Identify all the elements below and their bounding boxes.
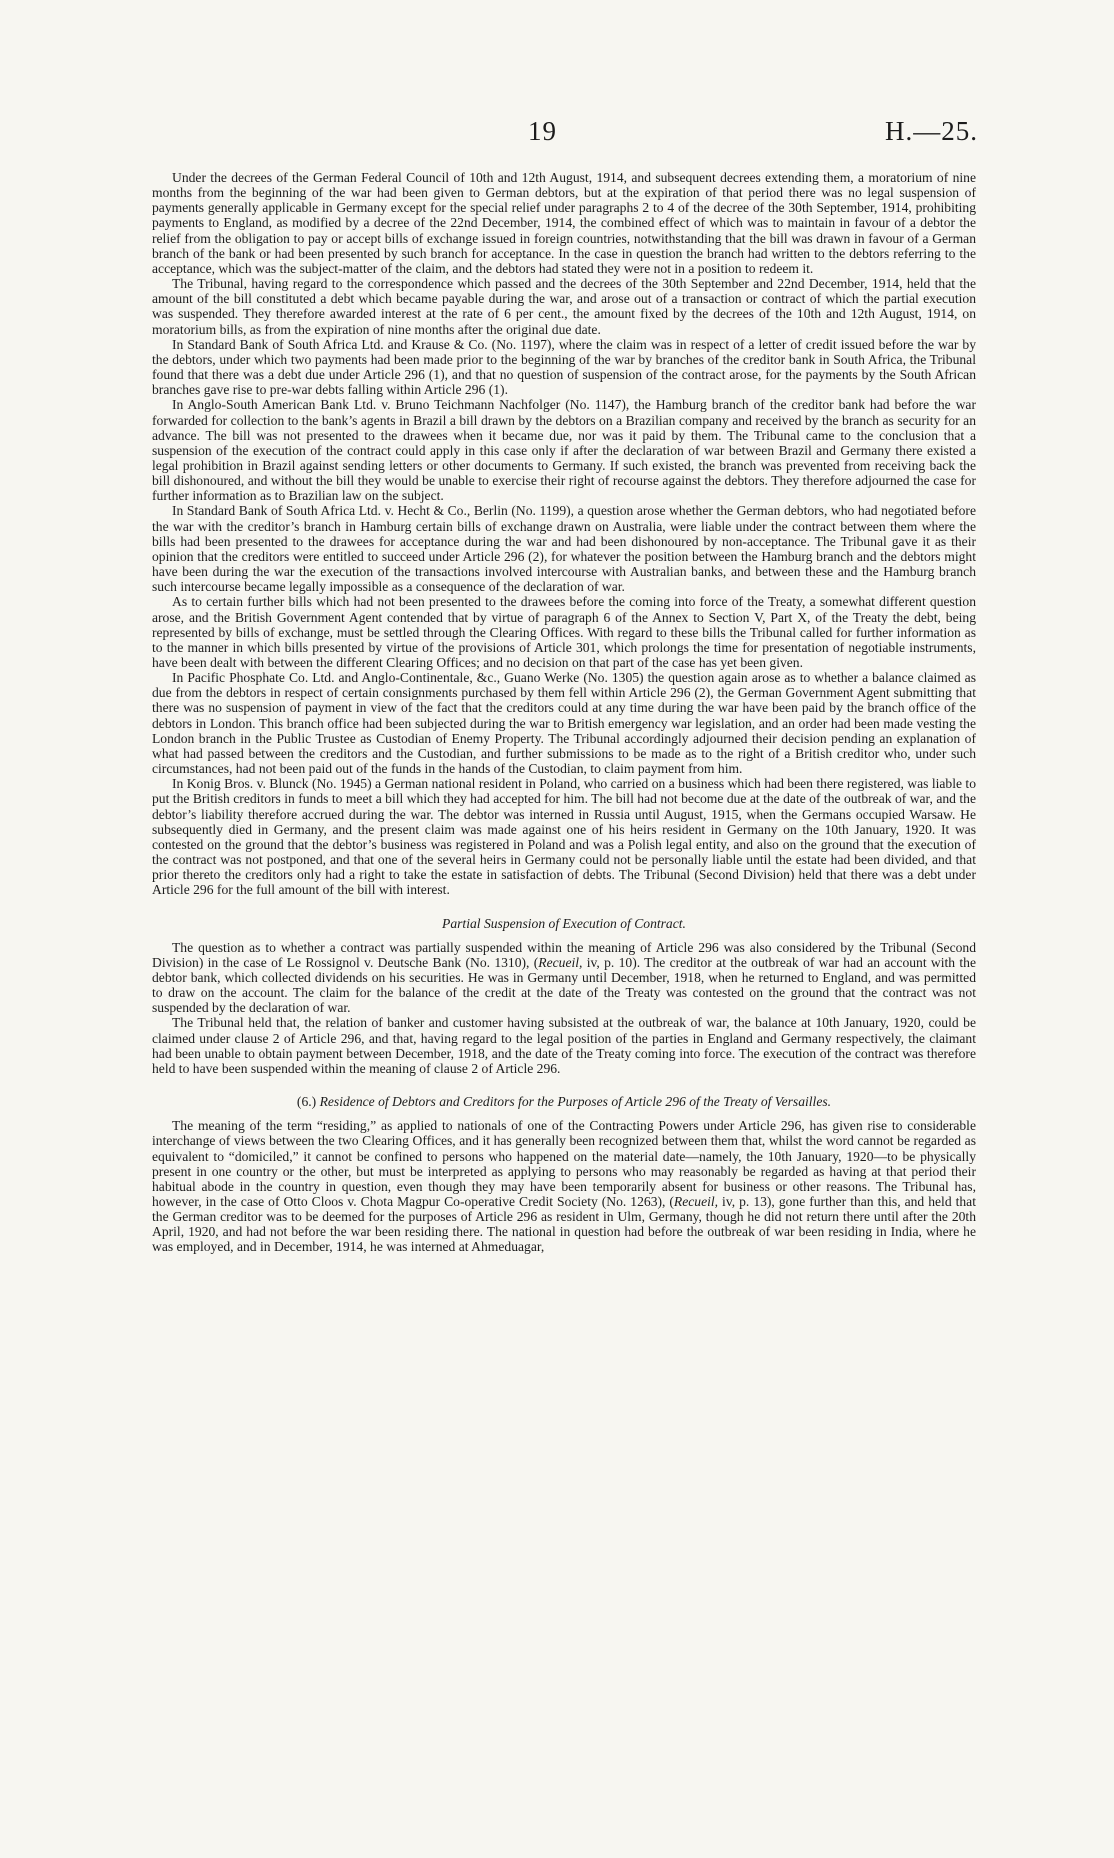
text-run: The question as to whether a contract was partially suspended within the meaning of Article 296 was also considered by the Tribunal (Second Division) in the case of Le Rossignol v. Deutsche Bank (No. 1310), (	[152, 939, 976, 970]
citation: Recueil,	[538, 954, 583, 970]
paragraph: In Anglo-South American Bank Ltd. v. Bruno Teichmann Nachfolger (No. 1147), the Hamburg branch of the creditor bank had before the war forwarded for collection to the bank’s agents in Brazil a bill drawn by the debtors on a Brazilian company and received by the branch as security for an advance. The bill was not presented to the drawees when it became due, nor was it paid by them. The Tribunal came to the conclusion that a suspension of the execution of the contract could apply in this case only if after the declaration of war between Brazil and Germany there existed a legal prohibition in Brazil against sending letters or other documents to Germany. If such existed, the branch was prevented from receiving back the bill dishonoured, and without the bill they would be unable to exercise their right of recourse against the debtors. They therefore adjourned the case for further information as to Brazilian law on the subject.	[152, 397, 976, 504]
section-number: (6.)	[296, 1094, 317, 1110]
paragraph: The Tribunal, having regard to the correspondence which passed and the decrees of the 30th September and 22nd December, 1914, held that the amount of the bill constituted a debt which became payable during the war, and arose out of a transaction or contract of which the partial execution was suspended. They therefore awarded interest at the rate of 6 per cent., the amount fixed by the decrees of the 10th and 12th August, 1914, on moratorium bills, as from the expiration of nine months after the original due date.	[152, 276, 976, 337]
paragraph: The Tribunal held that, the relation of banker and customer having subsisted at the outbreak of war, the balance at 10th January, 1920, could be claimed under clause 2 of Article 296, and that, having regard to the legal position of the parties in England and Germany respectively, the claimant had been unable to obtain payment between December, 1918, and the date of the Treaty coming into force. The execution of the contract was therefore held to have been suspended within the meaning of clause 2 of Article 296.	[152, 1015, 976, 1076]
document-body	[152, 170, 976, 1255]
paragraph	[152, 1118, 976, 1254]
paragraph: As to certain further bills which had not been presented to the drawees before the coming into force of the Treaty, a somewhat different question arose, and the British Government Agent contended that by virtue of paragraph 6 of the Annex to Section V, Part X, of the Treaty the debt, being represented by bills of exchange, must be settled through the Clearing Offices. With regard to these bills the Tribunal called for further information as to the manner in which bills presented by virtue of the provisions of Article 301, which prolongs the time for presentation of negotiable instruments, have been dealt with between the different Clearing Offices; and no decision on that part of the case has yet been given.	[152, 594, 976, 670]
paragraph: In Pacific Phosphate Co. Ltd. and Anglo-Continentale, &c., Guano Werke (No. 1305) the question again arose as to whether a balance claimed as due from the debtors in respect of certain consignments purchased by them fell within Article 296 (2), the German Government Agent submitting that there was no suspension of payment in view of the fact that the creditors could at any time during the war have been paid by the branch office of the debtors in London. This branch office had been subjected during the war to British emergency war legislation, and an order had been made vesting the London branch in the Public Trustee as Custodian of Enemy Property. The Tribunal accordingly adjourned their decision pending an explanation of what had passed between the creditors and the Custodian, and further submissions to be made as to the right of a British creditor who, under such circumstances, had not been paid out of the funds in the hands of the Custodian, to claim payment from him.	[152, 670, 976, 777]
section-heading-partial-suspension: Partial Suspension of Execution of Contract.	[442, 915, 686, 931]
text-run: iv, p. 10). The creditor at the outbreak of war had an account with the debtor bank, which collected dividends on his securities. He was in Germany until December, 1918, when he returned to England, and was permitted to draw on the account. The claim for the balance of the credit at the date of the Treaty was contested on the ground that the contract was not suspended by the declaration of war.	[152, 954, 976, 1016]
citation: Recueil,	[673, 1194, 719, 1209]
paragraph: In Konig Bros. v. Blunck (No. 1945) a German national resident in Poland, who carried on a business which had been there registered, was liable to put the British creditors in funds to meet a bill which they had accepted for him. The bill had not become due at the date of the outbreak of war, and the debtor’s liability therefore accrued during the war. The debtor was interned in Russia until August, 1915, when the Germans occupied Warsaw. He subsequently died in Germany, and the present claim was made against one of his heirs resident in Germany on the 10th January, 1920. It was contested on the ground that the debtor’s business was registered in Poland and was a Polish legal entity, and also on the ground that the execution of the contract was not postponed, and that one of the several heirs in Germany could not be personally liable until the estate had been divided, and that prior thereto the creditors only had a right to take the estate in satisfaction of debts. The Tribunal (Second Division) held that there was a debt under Article 296 for the full amount of the bill with interest.	[152, 776, 976, 898]
text-run: iv, p. 13), gone further than this, and held that the German creditor was to be deemed for the purposes of Article 296 as resident in Ulm, Germany, though he did not return there until after the 20th April, 1920, and had not before the war been residing there. The national in question had before the outbreak of war been residing in India, where he was employed, and in December, 1914, he was interned at Ahmeduagar,	[152, 1194, 976, 1255]
text-run: The meaning of the term “residing,” as applied to nationals of one of the Contracting Powers under Article 296, has given rise to considerable interchange of views between the two Clearing Offices, and it has generally been recognized between them that, whilst the word cannot be regarded as equivalent to “domiciled,” it cannot be confined to persons who happened on the material date—namely, the 10th January, 1920—to be physically present in one country or the other, but must be interpreted as applying to persons who may reasonably be regarded as having at that period their habitual abode in the country in question, even though they may have been temporarily absent for business or other reasons. The Tribunal has, however, in the case of Otto Cloos v. Chota Magpur Co-operative Credit Society (No. 1263), (	[152, 1118, 976, 1209]
page-number: 19	[528, 116, 557, 146]
paragraph	[152, 940, 976, 1016]
document-reference: H.—25.	[885, 116, 978, 146]
section-title: Residence of Debtors and Creditors for the Purposes of Article 296 of the Treaty of Versailles.	[319, 1094, 832, 1110]
section-heading-residence	[152, 1094, 976, 1109]
paragraph: In Standard Bank of South Africa Ltd. and Krause & Co. (No. 1197), where the claim was in respect of a letter of credit issued before the war by the debtors, under which two payments had been made prior to the beginning of the war by branches of the creditor bank in South Africa, the Tribunal found that there was a debt due under Article 296 (1), and that no question of suspension of the contract arose, for the payments by the South African branches gave rise to pre-war debts falling within Article 296 (1).	[152, 336, 976, 398]
paragraph: Under the decrees of the German Federal Council of 10th and 12th August, 1914, and subsequent decrees extending them, a moratorium of nine months from the beginning of the war had been given to German debtors, but at the expiration of that period there was no legal suspension of payments generally applicable in Germany except for the special relief under paragraphs 2 to 4 of the decree of the 30th September, 1914, prohibiting payments to England, as modified by a decree of the 22nd December, 1914, the combined effect of which was to maintain in favour of a debtor the relief from the obligation to pay or accept bills of exchange issued in foreign countries, notwithstanding that the bill was drawn in favour of a German branch of the bank or had been presented by such branch for acceptance. In the case in question the branch had written to the debtors referring to the acceptance, which was the subject-matter of the claim, and the debtors had stated they were not in a position to redeem it.	[152, 170, 976, 276]
paragraph: In Standard Bank of South Africa Ltd. v. Hecht & Co., Berlin (No. 1199), a question arose whether the German debtors, who had negotiated before the war with the creditor’s branch in Hamburg certain bills of exchange drawn on Australia, were liable under the contract between them where the bills had been presented to the drawees for acceptance during the war and had been dishonoured by non-acceptance. The Tribunal gave it as their opinion that the creditors were entitled to succeed under Article 296 (2), for whatever the position between the Hamburg branch and the debtors might have been during the war the execution of the transactions involved intercourse with Australian banks, and between these and the Hamburg branch such intercourse became legally impossible as a consequence of the declaration of war.	[152, 503, 976, 595]
